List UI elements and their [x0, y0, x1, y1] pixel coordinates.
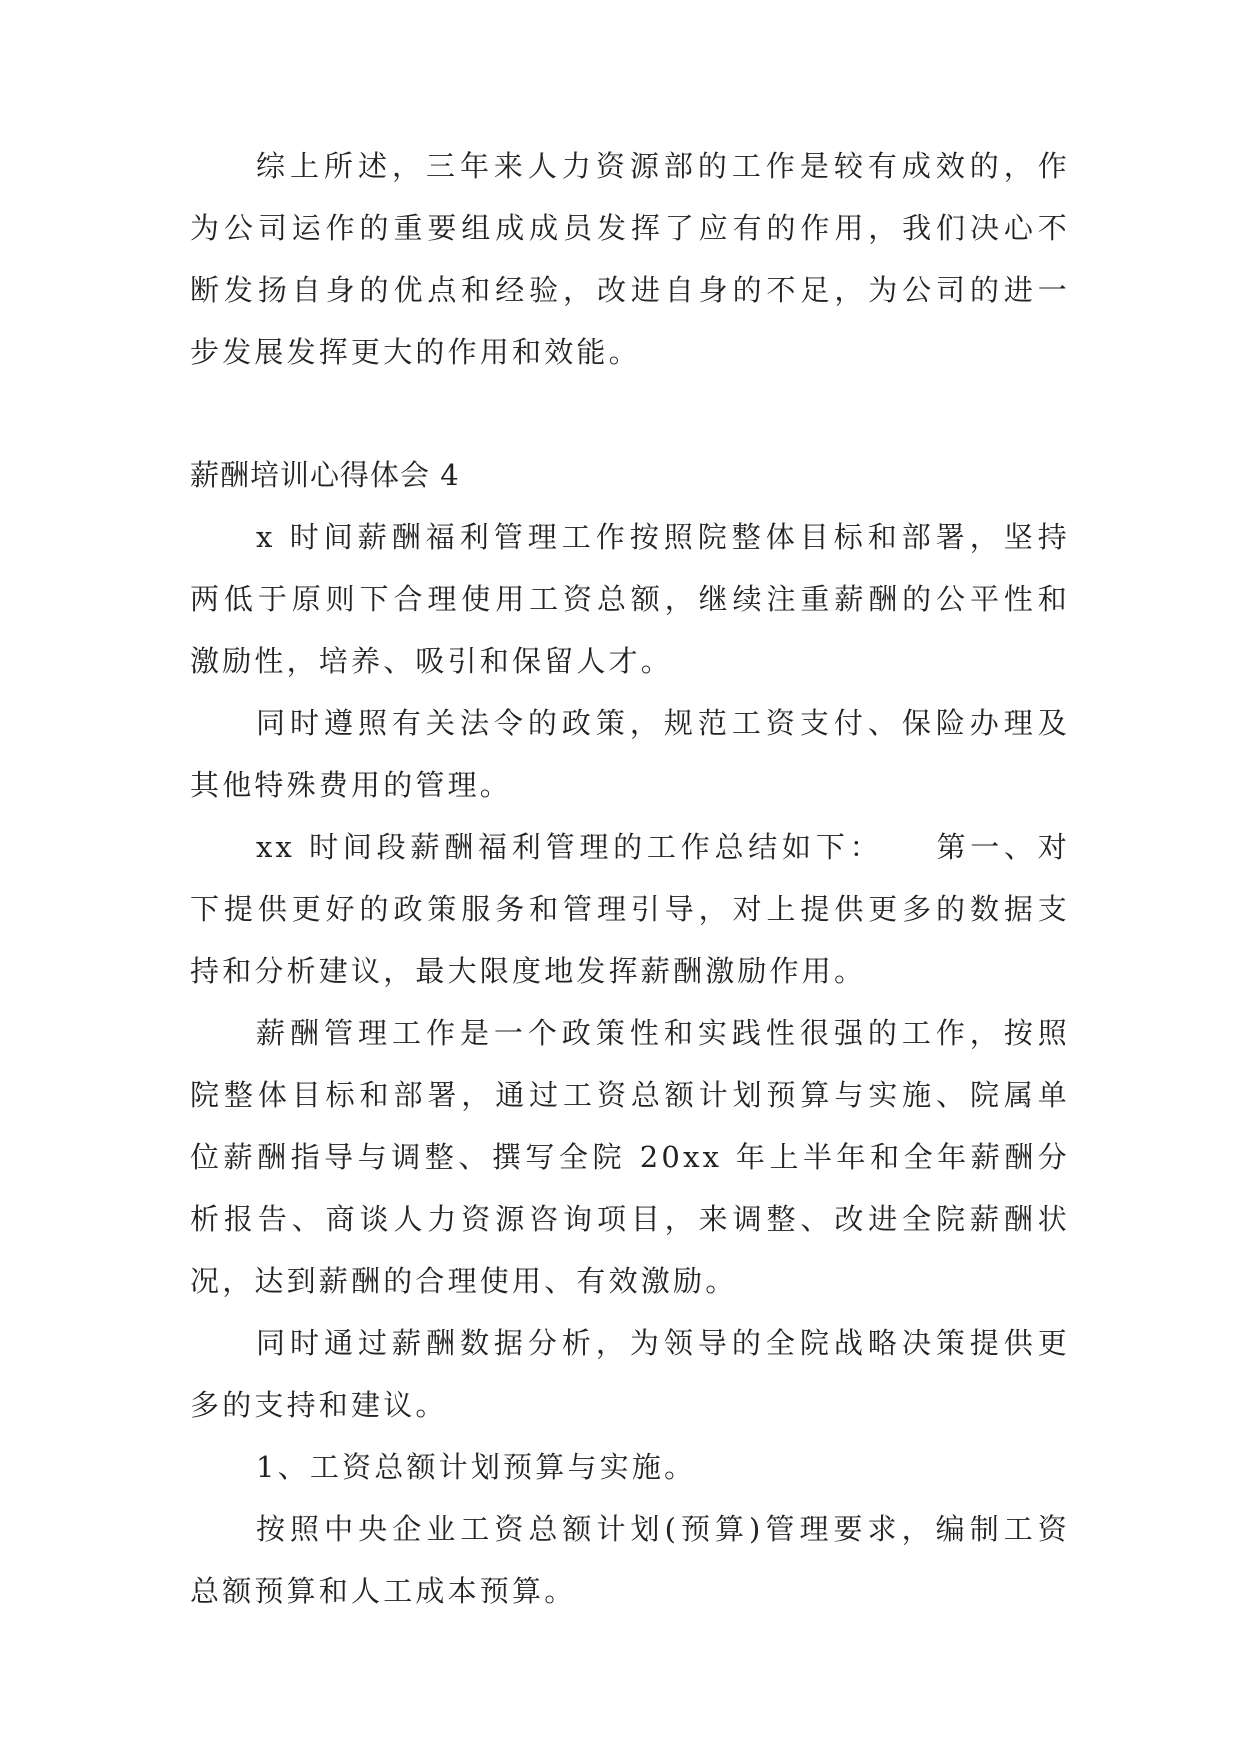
paragraph-line: 激励性，培养、吸引和保留人才。	[190, 644, 674, 678]
paragraph-line: 况，达到薪酬的合理使用、有效激励。	[190, 1264, 738, 1298]
paragraph-line: 1、工资总额计划预算与实施。	[256, 1450, 697, 1484]
paragraph-line: x 时间薪酬福利管理工作按照院整体目标和部署，坚持	[256, 520, 1070, 554]
paragraph-line: xx 时间段薪酬福利管理的工作总结如下： 第一、对	[256, 830, 1070, 864]
paragraph-line: 下提供更好的政策服务和管理引导，对上提供更多的数据支	[190, 892, 1070, 926]
paragraph-line: 同时通过薪酬数据分析，为领导的全院战略决策提供更	[256, 1326, 1070, 1360]
paragraph-line: 院整体目标和部署，通过工资总额计划预算与实施、院属单	[190, 1078, 1070, 1112]
paragraph-line: 多的支持和建议。	[190, 1388, 448, 1422]
paragraph-line: 断发扬自身的优点和经验，改进自身的不足，为公司的进一	[190, 273, 1070, 307]
paragraph-line: 步发展发挥更大的作用和效能。	[190, 335, 641, 369]
paragraph-line: 两低于原则下合理使用工资总额，继续注重薪酬的公平性和	[190, 582, 1070, 616]
section-heading: 薪酬培训心得体会 4	[190, 458, 460, 492]
paragraph-line: 为公司运作的重要组成成员发挥了应有的作用，我们决心不	[190, 211, 1070, 245]
paragraph-line: 析报告、商谈人力资源咨询项目，来调整、改进全院薪酬状	[190, 1202, 1070, 1236]
paragraph-line: 总额预算和人工成本预算。	[190, 1574, 577, 1608]
paragraph-line: 综上所述，三年来人力资源部的工作是较有成效的，作	[256, 149, 1070, 183]
paragraph-line: 其他特殊费用的管理。	[190, 768, 513, 802]
paragraph-line: 持和分析建议，最大限度地发挥薪酬激励作用。	[190, 954, 867, 988]
paragraph-line: 薪酬管理工作是一个政策性和实践性很强的工作，按照	[256, 1016, 1070, 1050]
paragraph-line: 同时遵照有关法令的政策，规范工资支付、保险办理及	[256, 706, 1070, 740]
paragraph-line: 位薪酬指导与调整、撰写全院 20xx 年上半年和全年薪酬分	[190, 1140, 1070, 1174]
paragraph-line: 按照中央企业工资总额计划(预算)管理要求，编制工资	[256, 1512, 1070, 1546]
